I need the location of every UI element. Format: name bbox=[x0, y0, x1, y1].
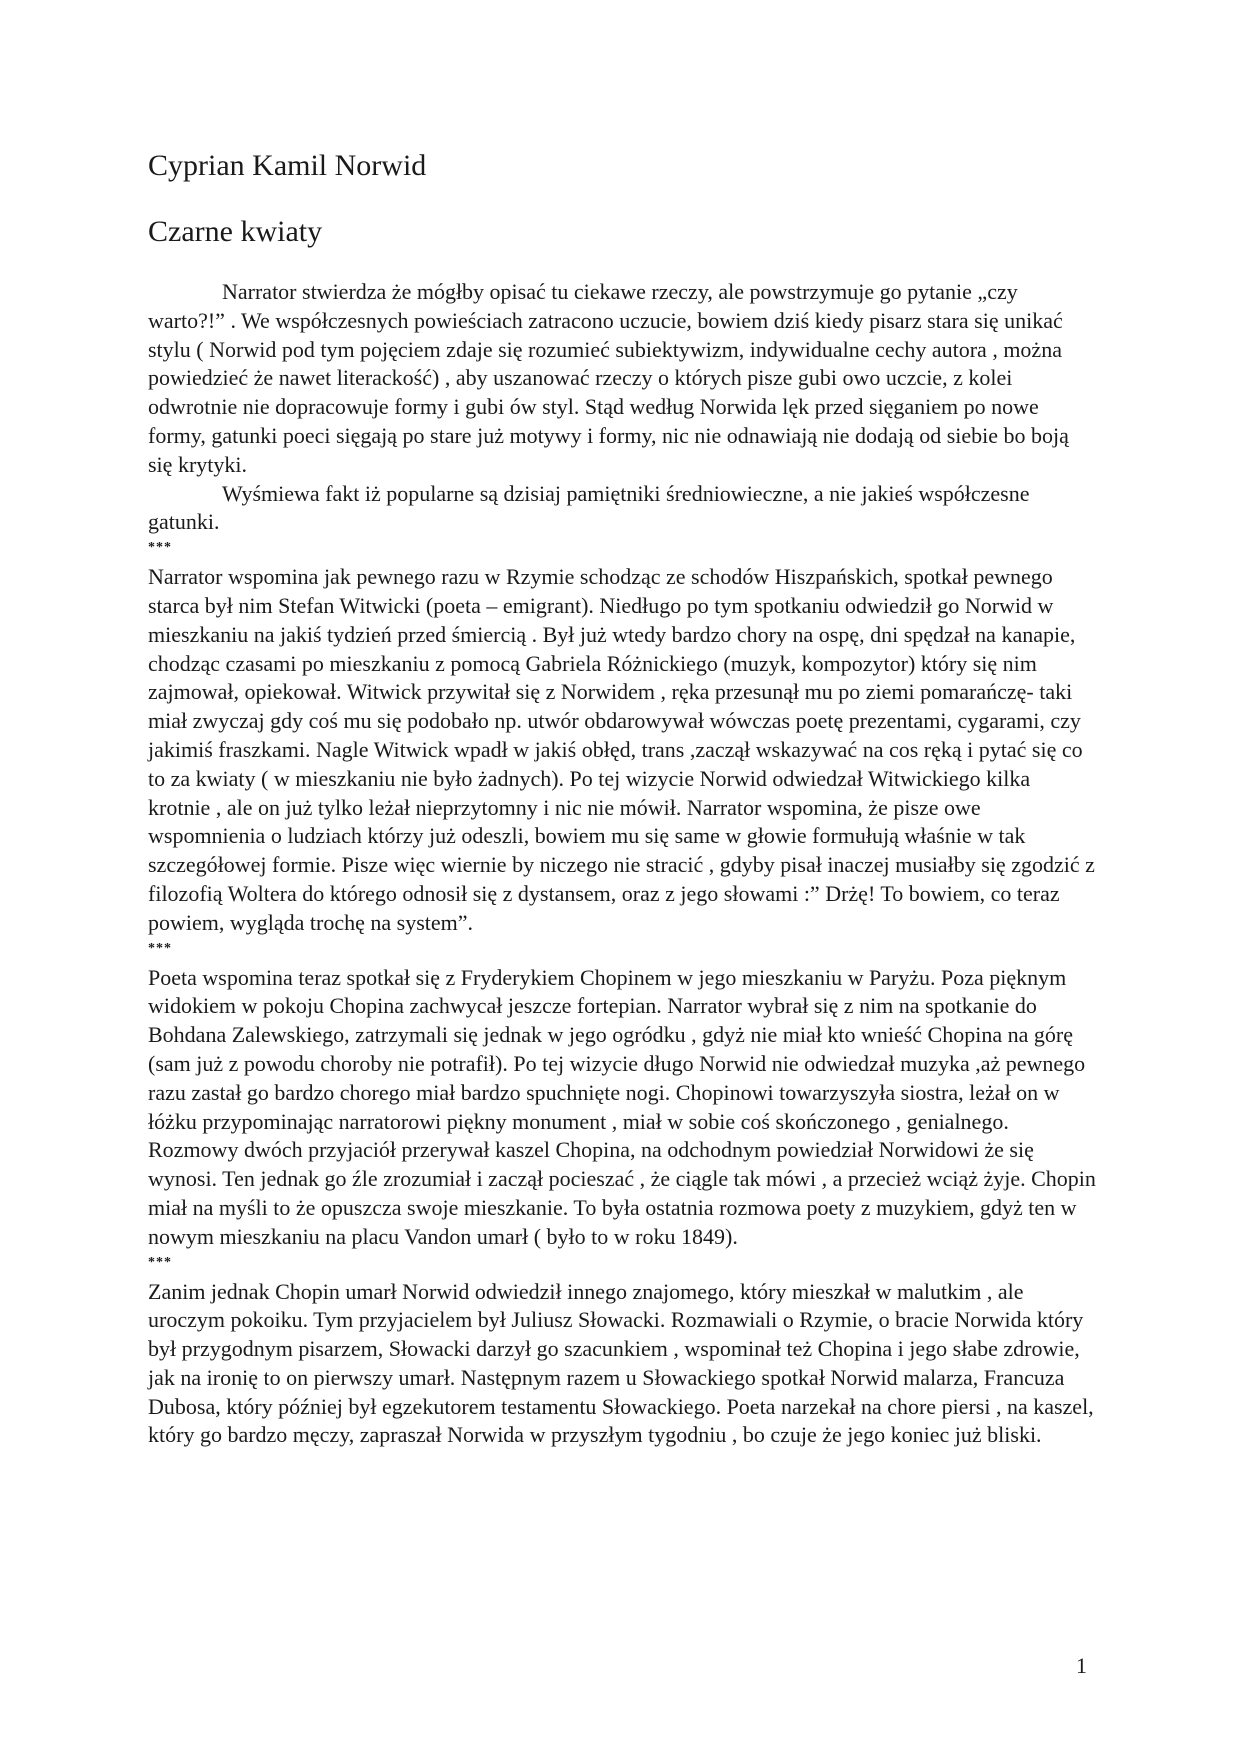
body-text bbox=[148, 278, 1096, 1450]
paragraph-1: Narrator stwierdza że mógłby opisać tu ciekawe rzeczy, ale powstrzymuje go pytanie „czy warto?!” . We współczesnych powieściach zatracono uczucie, bowiem dziś kiedy pisarz stara się unikać stylu ( Norwid pod tym pojęciem zdaje się rozumieć subiektywizm, indywidualne cechy autora , można powiedzieć że nawet literackość) , aby uszanować rzeczy o których pisze gubi owo uczcie, z kolei odwrotnie nie dopracowuje formy i gubi ów styl. Stąd według Norwida lęk przed sięganiem po nowe formy, gatunki poeci sięgają po stare już motywy i formy, nic nie odnawiają nie dodają od siebie bo boją się krytyki. bbox=[148, 279, 1069, 477]
document-title: Czarne kwiaty bbox=[148, 215, 323, 248]
paragraph-5: Zanim jednak Chopin umarł Norwid odwiedził innego znajomego, który mieszkał w malutkim , ale uroczym pokoiku. Tym przyjacielem był Juliusz Słowacki. Rozmawiali o Rzymie, o bracie Norwida który był przygodnym pisarzem, Słowacki darzył go szacunkiem , wspominał też Chopina i jego słabe zdrowie, jak na ironię to on pierwszy umarł. Następnym razem u Słowackiego spotkał Norwid malarza, Francuza Dubosa, który później był egzekutorem testamentu Słowackiego. Poeta narzekał na chore piersi , na kaszel, który go bardzo męczy, zapraszał Norwida w przyszłym tygodniu , bo czuje że jego koniec już bliski. bbox=[148, 1278, 1094, 1448]
paragraph-3: Narrator wspomina jak pewnego razu w Rzymie schodząc ze schodów Hiszpańskich, spotkał pewnego starca był nim Stefan Witwicki (poeta – emigrant). Niedługo po tym spotkaniu odwiedził go Norwid w mieszkaniu na jakiś tydzień przed śmiercią . Był już wtedy bardzo chory na ospę, dni spędzał na kanapie, chodząc czasami po mieszkaniu z pomocą Gabriela Różnickiego (muzyk, kompozytor) który się nim zajmował, opiekował. Witwick przywitał się z Norwidem , ręka przesunął mu po ziemi pomarańczę- taki miał zwyczaj gdy coś mu się podobało np. utwór obdarowywał wówczas poetę prezentami, cygarami, czy jakimiś fraszkami. Nagle Witwick wpadł w jakiś obłęd, trans ,zaczął wskazywać na cos ręką i pytać się co to za kwiaty ( w mieszkaniu nie było żadnych). Po tej wizycie Norwid odwiedzał Witwickiego kilka krotnie , ale on już tylko leżał nieprzytomny i nic nie mówił. Narrator wspomina, że pisze owe wspomnienia o ludziach którzy już odeszli, bowiem mu się same w głowie formułują właśnie w tak szczegółowej formie. Pisze więc wiernie by niczego nie stracić , gdyby pisał inaczej musiałby się zgodzić z filozofią Woltera do którego odnosił się z dystansem, oraz z jego słowami :” Drżę! To bowiem, co teraz powiem, wygląda trochę na system”. bbox=[148, 564, 1095, 935]
paragraph-2: Wyśmiewa fakt iż popularne są dzisiaj pamiętniki średniowieczne, a nie jakieś współczesne gatunki. bbox=[148, 480, 1030, 535]
paragraph-4: Poeta wspomina teraz spotkał się z Fryderykiem Chopinem w jego mieszkaniu w Paryżu. Poza pięknym widokiem w pokoju Chopina zachwycał jeszcze fortepian. Narrator wybrał się z nim na spotkanie do Bohdana Zalewskiego, zatrzymali się jednak w jego ogródku , gdyż nie miał kto wnieść Chopina na górę (sam już z powodu choroby nie potrafił). Po tej wizycie długo Norwid nie odwiedzał muzyka ,aż pewnego razu zastał go bardzo chorego miał bardzo spuchnięte nogi. Chopinowi towarzyszyła siostra, leżał on w łóżku przypominając narratorowi piękny monument , miał w sobie coś skończonego , genialnego. Rozmowy dwóch przyjaciół przerywał kaszel Chopina, na odchodnym powiedział Norwidowi że się wynosi. Ten jednak go źle zrozumiał i zaczął pocieszać , że ciągle tak mówi , a przecież wciąż żyje. Chopin miał na myśli to że opuszcza swoje mieszkanie. To była ostatnia rozmowa poety z muzykiem, gdyż ten w nowym mieszkaniu na placu Vandon umarł ( było to w roku 1849). bbox=[148, 964, 1096, 1249]
section-separator-3: *** bbox=[148, 1254, 172, 1270]
page-number: 1 bbox=[1076, 1653, 1087, 1678]
author-heading: Cyprian Kamil Norwid bbox=[148, 149, 427, 182]
section-separator-1: *** bbox=[148, 540, 172, 556]
page-content bbox=[148, 148, 1096, 1450]
section-separator-2: *** bbox=[148, 940, 172, 956]
